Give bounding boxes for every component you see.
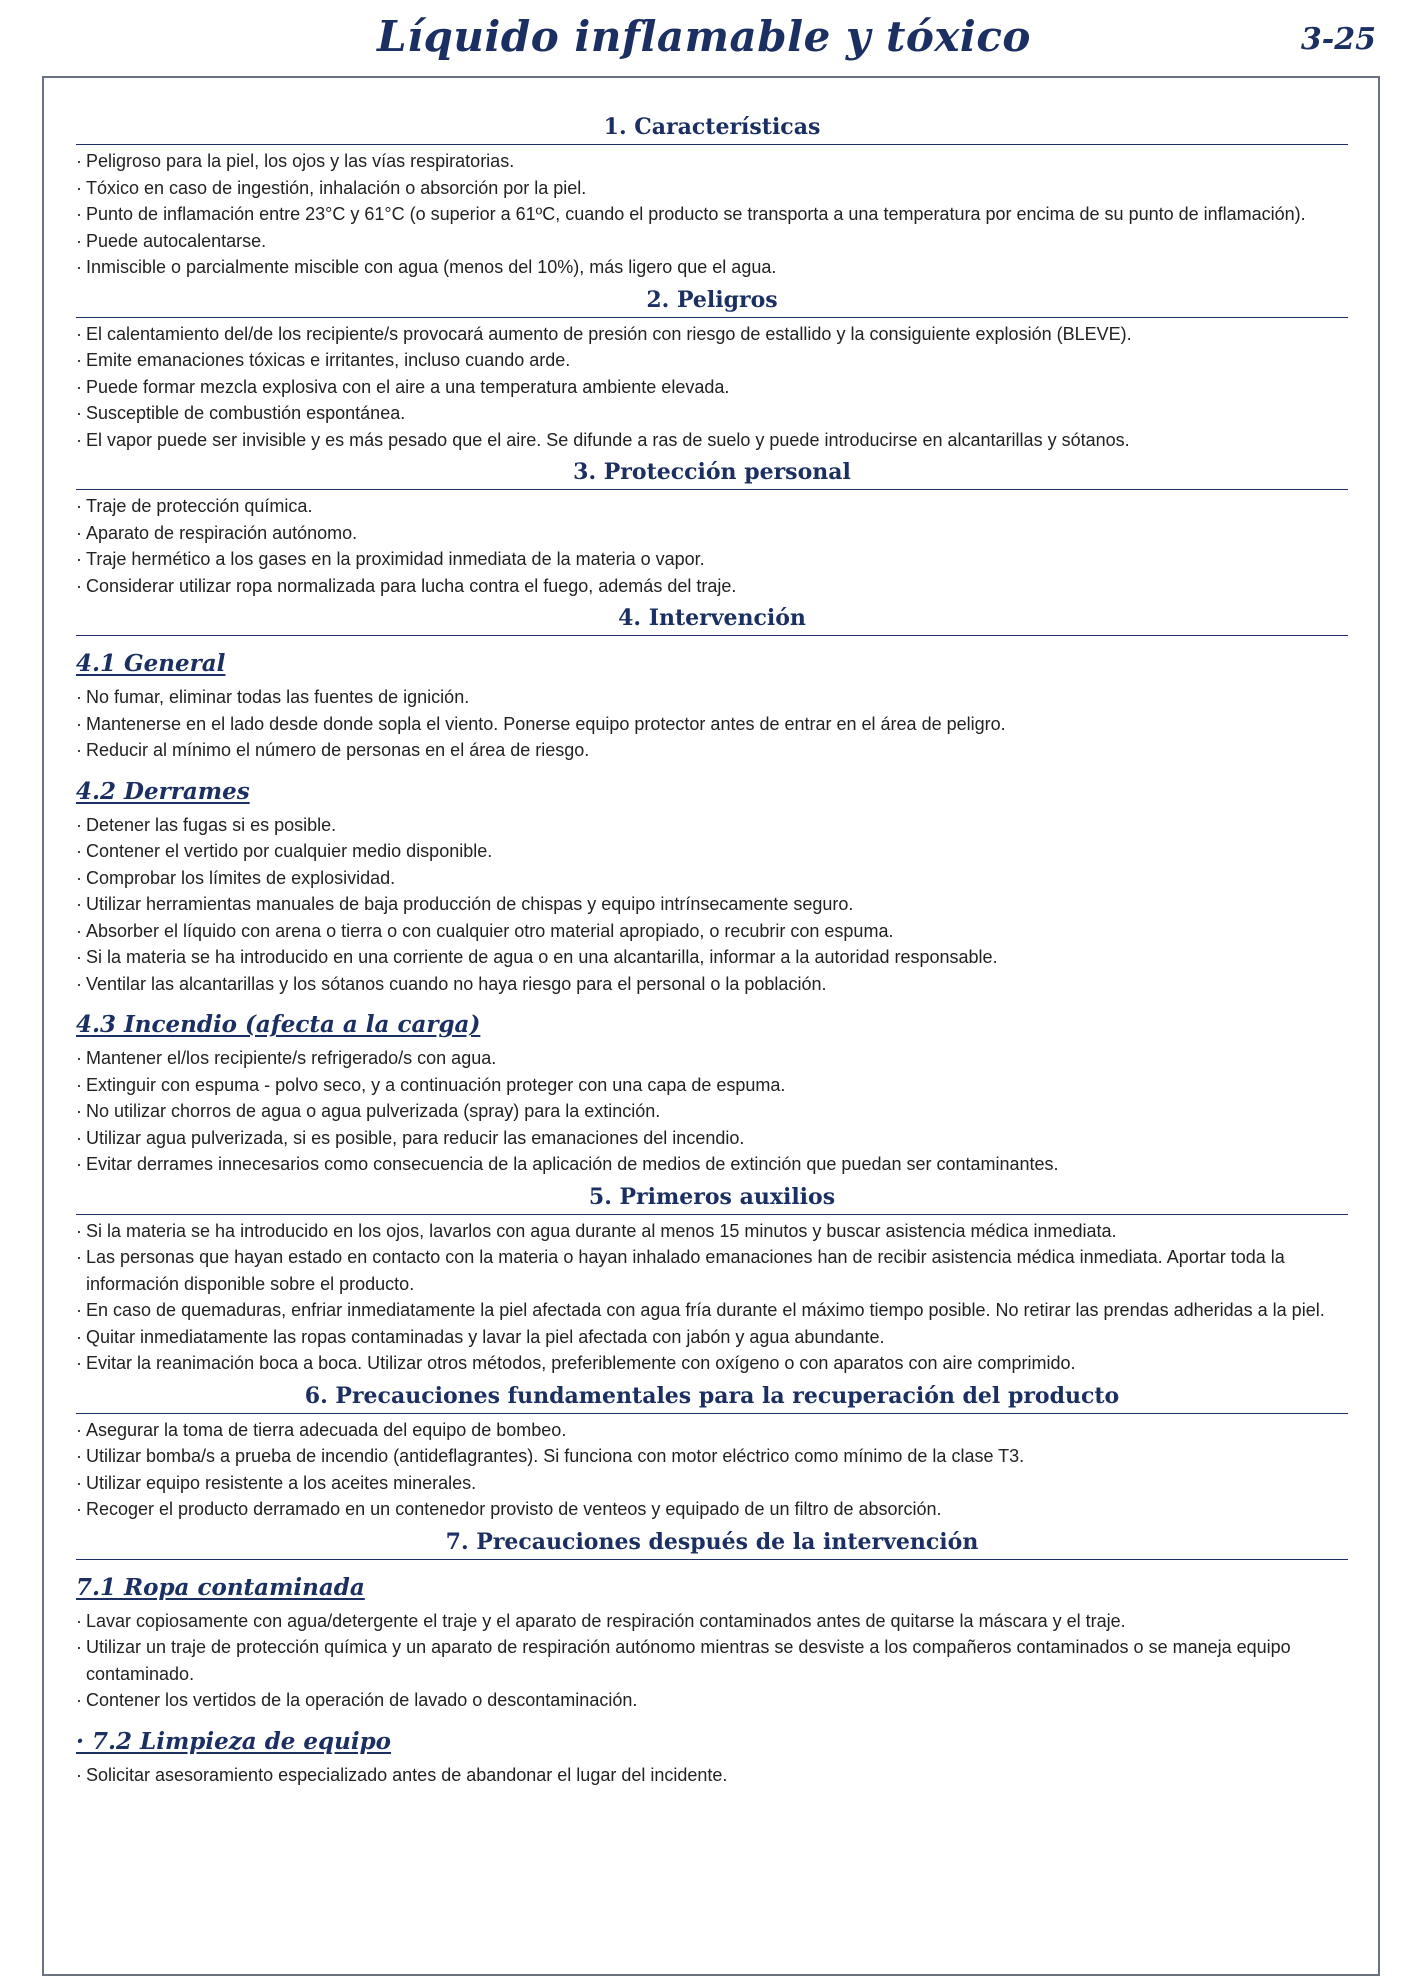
subsection-heading: 4.1 General (76, 650, 226, 677)
section-6 (76, 1381, 1348, 1523)
bullet-item: · Utilizar bomba/s a prueba de incendio (antideflagrantes). Si funciona con motor eléctrico como mínimo de la clase T3. (76, 1443, 1348, 1470)
page-header (0, 0, 1408, 76)
bullet-list (76, 148, 1348, 281)
bullet-item: · Recoger el producto derramado en un contenedor provisto de venteos y equipado de un filtro de absorción. (76, 1496, 1348, 1523)
subsection-heading: 4.3 Incendio (afecta a la carga) (76, 1011, 481, 1038)
bullet-item: · Evitar la reanimación boca a boca. Utilizar otros métodos, preferiblemente con oxígeno o con aparatos con aire comprimido. (76, 1350, 1348, 1377)
bullet-item: · Extinguir con espuma - polvo seco, y a continuación proteger con una capa de espuma. (76, 1072, 1348, 1099)
bullet-item: · Ventilar las alcantarillas y los sótanos cuando no haya riesgo para el personal o la población. (76, 971, 1348, 998)
bullet-list (76, 1608, 1348, 1714)
bullet-list (76, 1417, 1348, 1523)
section-heading: 7. Precauciones después de la intervención (76, 1527, 1348, 1560)
bullet-item: · Peligroso para la piel, los ojos y las vías respiratorias. (76, 148, 1348, 175)
bullet-item: · Quitar inmediatamente las ropas contaminadas y lavar la piel afectada con jabón y agua abundante. (76, 1324, 1348, 1351)
bullet-list (76, 1218, 1348, 1377)
bullet-item: · Inmiscible o parcialmente miscible con agua (menos del 10%), más ligero que el agua. (76, 254, 1348, 281)
section-heading: 3. Protección personal (76, 457, 1348, 490)
bullet-list (76, 1045, 1348, 1178)
section-3 (76, 457, 1348, 599)
subsection-heading: 7.1 Ropa contaminada (76, 1573, 365, 1601)
section-2 (76, 285, 1348, 454)
bullet-list (76, 493, 1348, 599)
bullet-item: · Traje de protección química. (76, 493, 1348, 520)
bullet-item: · Solicitar asesoramiento especializado antes de abandonar el lugar del incidente. (76, 1762, 1348, 1789)
bullet-item: · Considerar utilizar ropa normalizada para lucha contra el fuego, además del traje. (76, 573, 1348, 600)
bullet-item: · No utilizar chorros de agua o agua pulverizada (spray) para la extinción. (76, 1098, 1348, 1125)
bullet-item: · Tóxico en caso de ingestión, inhalación o absorción por la piel. (76, 175, 1348, 202)
page-title: Líquido inflamable y tóxico (377, 12, 1031, 61)
bullet-item: · Si la materia se ha introducido en una corriente de agua o en una alcantarilla, informar a la autoridad responsable. (76, 944, 1348, 971)
section-4 (76, 603, 1348, 1178)
section-5 (76, 1182, 1348, 1377)
bullet-item: · El calentamiento del/de los recipiente/s provocará aumento de presión con riesgo de estallido y la consiguiente explosión (BLEVE). (76, 321, 1348, 348)
bullet-item: · Detener las fugas si es posible. (76, 812, 1348, 839)
section-heading: 1. Características (76, 112, 1348, 145)
bullet-list (76, 1762, 1348, 1789)
bullet-item: · Puede formar mezcla explosiva con el aire a una temperatura ambiente elevada. (76, 374, 1348, 401)
subsection-heading: 4.2 Derrames (76, 777, 250, 805)
bullet-item: · Aparato de respiración autónomo. (76, 520, 1348, 547)
bullet-item: · Absorber el líquido con arena o tierra o con cualquier otro material apropiado, o recubrir con espuma. (76, 918, 1348, 945)
subsection-heading: · 7.2 Limpieza de equipo (76, 1727, 392, 1755)
section-1 (76, 112, 1348, 281)
bullet-item: · Asegurar la toma de tierra adecuada del equipo de bombeo. (76, 1417, 1348, 1444)
bullet-item: · Mantenerse en el lado desde donde sopla el viento. Ponerse equipo protector antes de entrar en el área de peligro. (76, 711, 1348, 738)
bullet-item: · Comprobar los límites de explosividad. (76, 865, 1348, 892)
bullet-list (76, 684, 1348, 764)
section-heading: 5. Primeros auxilios (76, 1182, 1348, 1215)
bullet-item: · Mantener el/los recipiente/s refrigerado/s con agua. (76, 1045, 1348, 1072)
bullet-item: · Evitar derrames innecesarios como consecuencia de la aplicación de medios de extinción que puedan ser contaminantes. (76, 1151, 1348, 1178)
bullet-item: · Contener el vertido por cualquier medio disponible. (76, 838, 1348, 865)
bullet-list (76, 321, 1348, 454)
bullet-item: · Punto de inflamación entre 23°C y 61°C (o superior a 61ºC, cuando el producto se transporta a una temperatura por encima de su punto de inflamación). (76, 201, 1348, 228)
bullet-item: · Si la materia se ha introducido en los ojos, lavarlos con agua durante al menos 15 minutos y buscar asistencia médica inmediata. (76, 1218, 1348, 1245)
bullet-list (76, 812, 1348, 998)
bullet-item: · Reducir al mínimo el número de personas en el área de riesgo. (76, 737, 1348, 764)
bullet-item: · El vapor puede ser invisible y es más pesado que el aire. Se difunde a ras de suelo y puede introducirse en alcantarillas y sótanos. (76, 427, 1348, 454)
bullet-item: · En caso de quemaduras, enfriar inmediatamente la piel afectada con agua fría durante el máximo tiempo posible. No retirar las prendas adheridas a la piel. (76, 1297, 1348, 1324)
bullet-item: · Utilizar agua pulverizada, si es posible, para reducir las emanaciones del incendio. (76, 1125, 1348, 1152)
bullet-item: · Utilizar un traje de protección química y un aparato de respiración autónomo mientras se desviste a los compañeros contaminados o se maneja equipo contaminado. (76, 1634, 1348, 1687)
document-body (76, 108, 1348, 1788)
page-number: 3-25 (1300, 22, 1376, 57)
bullet-item: · No fumar, eliminar todas las fuentes de ignición. (76, 684, 1348, 711)
bullet-item: · Utilizar equipo resistente a los aceites minerales. (76, 1470, 1348, 1497)
bullet-item: · Emite emanaciones tóxicas e irritantes, incluso cuando arde. (76, 347, 1348, 374)
section-heading: 6. Precauciones fundamentales para la recuperación del producto (76, 1381, 1348, 1414)
section-heading: 4. Intervención (76, 603, 1348, 636)
bullet-item: · Utilizar herramientas manuales de baja producción de chispas y equipo intrínsecamente seguro. (76, 891, 1348, 918)
bullet-item: · Lavar copiosamente con agua/detergente el traje y el aparato de respiración contaminados antes de quitarse la máscara y el traje. (76, 1608, 1348, 1635)
bullet-item: · Traje hermético a los gases en la proximidad inmediata de la materia o vapor. (76, 546, 1348, 573)
bullet-item: · Contener los vertidos de la operación de lavado o descontaminación. (76, 1687, 1348, 1714)
bullet-item: · Las personas que hayan estado en contacto con la materia o hayan inhalado emanaciones han de recibir asistencia médica inmediata. Aportar toda la información disponible sobre el producto. (76, 1244, 1348, 1297)
section-heading: 2. Peligros (76, 285, 1348, 318)
bullet-item: · Susceptible de combustión espontánea. (76, 400, 1348, 427)
section-7 (76, 1527, 1348, 1789)
bullet-item: · Puede autocalentarse. (76, 228, 1348, 255)
